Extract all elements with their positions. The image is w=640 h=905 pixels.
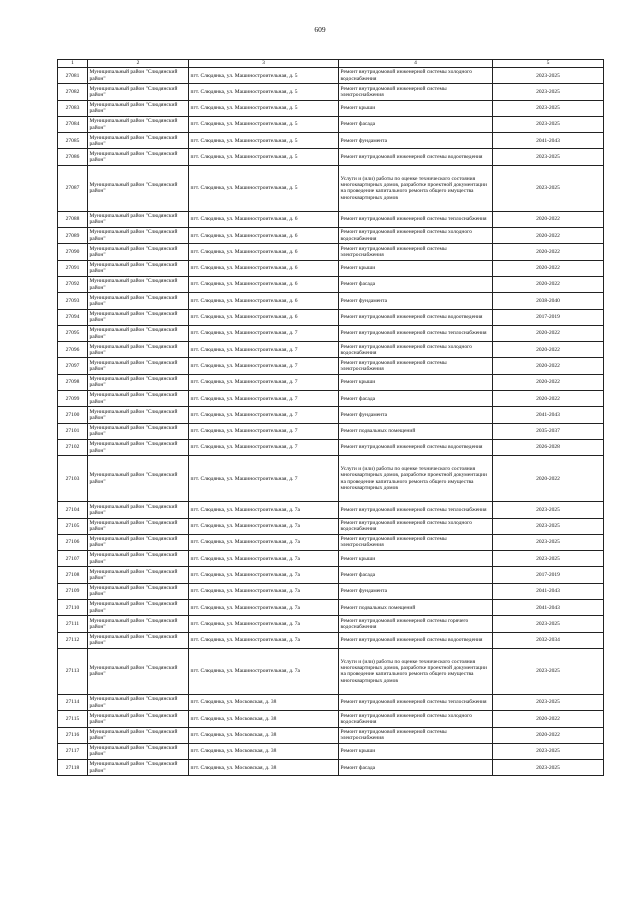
table-row: [58, 165, 604, 211]
address-cell: пгт. Слюдянка, ул. Машиностроительная, д. 7: [189, 456, 339, 502]
table-row: [58, 648, 604, 694]
work-type-cell: Ремонт внутридомовой инженерной системы холодного водоснабжения: [339, 228, 493, 244]
work-type-cell: Услуги и (или) работы по оценке технического состояния многоквартирных домов, разработке проектной документации на проведение капитального ремонта общего имущества многоквартирных домов: [339, 165, 493, 211]
address-cell: пгт. Слюдянка, ул. Машиностроительная, д. 6: [189, 228, 339, 244]
row-number-cell: 27112: [58, 632, 88, 648]
address-cell: пгт. Слюдянка, ул. Машиностроительная, д. 7а: [189, 632, 339, 648]
table-row: [58, 711, 604, 727]
work-type-cell: Ремонт внутридомовой инженерной системы холодного водоснабжения: [339, 711, 493, 727]
municipality-cell: Муниципальный район "Слюдянский район": [88, 648, 189, 694]
work-type-cell: Ремонт крыши: [339, 551, 493, 567]
column-header-2: 2: [88, 60, 189, 68]
row-number-cell: 27103: [58, 456, 88, 502]
address-cell: пгт. Слюдянка, ул. Московская, д. 38: [189, 694, 339, 710]
municipality-cell: Муниципальный район "Слюдянский район": [88, 632, 189, 648]
period-cell: 2020-2022: [493, 456, 604, 502]
address-cell: пгт. Слюдянка, ул. Машиностроительная, д. 7а: [189, 600, 339, 616]
municipality-cell: Муниципальный район "Слюдянский район": [88, 583, 189, 599]
period-cell: 2026-2028: [493, 439, 604, 455]
municipality-cell: Муниципальный район "Слюдянский район": [88, 711, 189, 727]
work-type-cell: Ремонт внутридомовой инженерной системы водоотведения: [339, 149, 493, 165]
period-cell: 2017-2019: [493, 567, 604, 583]
row-number-cell: 27113: [58, 648, 88, 694]
address-cell: пгт. Слюдянка, ул. Московская, д. 38: [189, 711, 339, 727]
period-cell: 2020-2022: [493, 374, 604, 390]
period-cell: 2041-2043: [493, 407, 604, 423]
work-type-cell: Ремонт фасада: [339, 760, 493, 776]
work-type-cell: Ремонт внутридомовой инженерной системы электроснабжения: [339, 534, 493, 550]
address-cell: пгт. Слюдянка, ул. Машиностроительная, д. 7: [189, 374, 339, 390]
municipality-cell: Муниципальный район "Слюдянский район": [88, 374, 189, 390]
period-cell: 2020-2022: [493, 342, 604, 358]
municipality-cell: Муниципальный район "Слюдянский район": [88, 727, 189, 743]
period-cell: 2038-2040: [493, 293, 604, 309]
municipality-cell: Муниципальный район "Слюдянский район": [88, 502, 189, 518]
row-number-cell: 27115: [58, 711, 88, 727]
work-type-cell: Ремонт фасада: [339, 391, 493, 407]
work-type-cell: Ремонт крыши: [339, 743, 493, 759]
period-cell: 2023-2025: [493, 100, 604, 116]
table-row: [58, 518, 604, 534]
work-type-cell: Ремонт внутридомовой инженерной системы теплоснабжения: [339, 502, 493, 518]
work-type-cell: Ремонт фундамента: [339, 133, 493, 149]
table-row: [58, 583, 604, 599]
municipality-cell: Муниципальный район "Слюдянский район": [88, 116, 189, 132]
municipality-cell: Муниципальный район "Слюдянский район": [88, 133, 189, 149]
work-type-cell: Ремонт фундамента: [339, 583, 493, 599]
municipality-cell: Муниципальный район "Слюдянский район": [88, 68, 189, 84]
address-cell: пгт. Слюдянка, ул. Машиностроительная, д. 6: [189, 276, 339, 292]
period-cell: 2023-2025: [493, 760, 604, 776]
table-row: [58, 84, 604, 100]
address-cell: пгт. Слюдянка, ул. Машиностроительная, д. 7: [189, 439, 339, 455]
table-row: [58, 391, 604, 407]
table-row: [58, 567, 604, 583]
period-cell: 2032-2034: [493, 632, 604, 648]
period-cell: 2020-2022: [493, 244, 604, 260]
period-cell: 2020-2022: [493, 727, 604, 743]
period-cell: 2023-2025: [493, 534, 604, 550]
row-number-cell: 27108: [58, 567, 88, 583]
address-cell: пгт. Слюдянка, ул. Машиностроительная, д. 7: [189, 325, 339, 341]
municipality-cell: Муниципальный район "Слюдянский район": [88, 149, 189, 165]
table-body: [58, 68, 604, 776]
address-cell: пгт. Слюдянка, ул. Московская, д. 38: [189, 727, 339, 743]
address-cell: пгт. Слюдянка, ул. Машиностроительная, д. 5: [189, 116, 339, 132]
municipality-cell: Муниципальный район "Слюдянский район": [88, 423, 189, 439]
table-row: [58, 260, 604, 276]
work-type-cell: Ремонт внутридомовой инженерной системы электроснабжения: [339, 727, 493, 743]
table-row: [58, 407, 604, 423]
table-row: [58, 760, 604, 776]
row-number-cell: 27095: [58, 325, 88, 341]
row-number-cell: 27102: [58, 439, 88, 455]
work-type-cell: Ремонт крыши: [339, 374, 493, 390]
period-cell: 2020-2022: [493, 711, 604, 727]
table-row: [58, 358, 604, 374]
municipality-cell: Муниципальный район "Слюдянский район": [88, 694, 189, 710]
work-type-cell: Ремонт крыши: [339, 100, 493, 116]
address-cell: пгт. Слюдянка, ул. Машиностроительная, д. 6: [189, 244, 339, 260]
work-type-cell: Ремонт фундамента: [339, 293, 493, 309]
period-cell: 2041-2043: [493, 600, 604, 616]
municipality-cell: Муниципальный район "Слюдянский район": [88, 84, 189, 100]
work-type-cell: Ремонт внутридомовой инженерной системы холодного водоснабжения: [339, 68, 493, 84]
table-row: [58, 100, 604, 116]
period-cell: 2023-2025: [493, 551, 604, 567]
row-number-cell: 27116: [58, 727, 88, 743]
column-number-row: [58, 60, 604, 68]
municipality-cell: Муниципальный район "Слюдянский район": [88, 276, 189, 292]
period-cell: 2023-2025: [493, 518, 604, 534]
period-cell: 2023-2025: [493, 616, 604, 632]
period-cell: 2023-2025: [493, 502, 604, 518]
row-number-cell: 27105: [58, 518, 88, 534]
municipality-cell: Муниципальный район "Слюдянский район": [88, 567, 189, 583]
address-cell: пгт. Слюдянка, ул. Машиностроительная, д. 6: [189, 293, 339, 309]
work-type-cell: Услуги и (или) работы по оценке технического состояния многоквартирных домов, разработке проектной документации на проведение капитального ремонта общего имущества многоквартирных домов: [339, 456, 493, 502]
period-cell: 2020-2022: [493, 228, 604, 244]
row-number-cell: 27104: [58, 502, 88, 518]
row-number-cell: 27081: [58, 68, 88, 84]
table-row: [58, 309, 604, 325]
address-cell: пгт. Слюдянка, ул. Машиностроительная, д. 7: [189, 423, 339, 439]
address-cell: пгт. Слюдянка, ул. Машиностроительная, д. 5: [189, 68, 339, 84]
address-cell: пгт. Слюдянка, ул. Машиностроительная, д. 5: [189, 84, 339, 100]
municipality-cell: Муниципальный район "Слюдянский район": [88, 211, 189, 227]
row-number-cell: 27098: [58, 374, 88, 390]
municipality-cell: Муниципальный район "Слюдянский район": [88, 616, 189, 632]
row-number-cell: 27101: [58, 423, 88, 439]
row-number-cell: 27090: [58, 244, 88, 260]
table-row: [58, 116, 604, 132]
municipality-cell: Муниципальный район "Слюдянский район": [88, 358, 189, 374]
table-row: [58, 743, 604, 759]
address-cell: пгт. Слюдянка, ул. Машиностроительная, д. 7: [189, 358, 339, 374]
address-cell: пгт. Слюдянка, ул. Машиностроительная, д. 6: [189, 211, 339, 227]
table-row: [58, 244, 604, 260]
column-header-5: 5: [493, 60, 604, 68]
address-cell: пгт. Слюдянка, ул. Машиностроительная, д. 7а: [189, 502, 339, 518]
column-header-4: 4: [339, 60, 493, 68]
municipality-cell: Муниципальный район "Слюдянский район": [88, 760, 189, 776]
work-type-cell: Ремонт подвальных помещений: [339, 423, 493, 439]
period-cell: 2041-2043: [493, 583, 604, 599]
municipality-cell: Муниципальный район "Слюдянский район": [88, 743, 189, 759]
table-row: [58, 502, 604, 518]
table-row: [58, 600, 604, 616]
municipality-cell: Муниципальный район "Слюдянский район": [88, 228, 189, 244]
period-cell: 2023-2025: [493, 694, 604, 710]
address-cell: пгт. Слюдянка, ул. Машиностроительная, д. 7а: [189, 551, 339, 567]
table-row: [58, 727, 604, 743]
address-cell: пгт. Слюдянка, ул. Машиностроительная, д. 7: [189, 342, 339, 358]
table-row: [58, 228, 604, 244]
period-cell: 2020-2022: [493, 325, 604, 341]
row-number-cell: 27106: [58, 534, 88, 550]
municipality-cell: Муниципальный район "Слюдянский район": [88, 407, 189, 423]
row-number-cell: 27094: [58, 309, 88, 325]
work-type-cell: Ремонт подвальных помещений: [339, 600, 493, 616]
address-cell: пгт. Слюдянка, ул. Машиностроительная, д. 7: [189, 391, 339, 407]
table-row: [58, 374, 604, 390]
row-number-cell: 27109: [58, 583, 88, 599]
address-cell: пгт. Слюдянка, ул. Машиностроительная, д. 7а: [189, 534, 339, 550]
work-type-cell: Ремонт внутридомовой инженерной системы электроснабжения: [339, 358, 493, 374]
municipality-cell: Муниципальный район "Слюдянский район": [88, 534, 189, 550]
municipality-cell: Муниципальный район "Слюдянский район": [88, 100, 189, 116]
address-cell: пгт. Слюдянка, ул. Машиностроительная, д. 5: [189, 149, 339, 165]
municipality-cell: Муниципальный район "Слюдянский район": [88, 456, 189, 502]
row-number-cell: 27111: [58, 616, 88, 632]
column-header-3: 3: [189, 60, 339, 68]
address-cell: пгт. Слюдянка, ул. Машиностроительная, д. 7а: [189, 648, 339, 694]
work-type-cell: Ремонт фасада: [339, 116, 493, 132]
period-cell: 2035-2037: [493, 423, 604, 439]
table-row: [58, 293, 604, 309]
work-type-cell: Ремонт внутридомовой инженерной системы холодного водоснабжения: [339, 518, 493, 534]
row-number-cell: 27085: [58, 133, 88, 149]
period-cell: 2023-2025: [493, 149, 604, 165]
table-row: [58, 342, 604, 358]
work-type-cell: Ремонт внутридомовой инженерной системы теплоснабжения: [339, 694, 493, 710]
row-number-cell: 27118: [58, 760, 88, 776]
address-cell: пгт. Слюдянка, ул. Машиностроительная, д. 7а: [189, 616, 339, 632]
table-row: [58, 149, 604, 165]
repair-schedule-table: [57, 59, 604, 776]
work-type-cell: Ремонт фасада: [339, 276, 493, 292]
period-cell: 2023-2025: [493, 84, 604, 100]
page-number: 609: [314, 25, 326, 34]
period-cell: 2017-2019: [493, 309, 604, 325]
work-type-cell: Ремонт фасада: [339, 567, 493, 583]
municipality-cell: Муниципальный район "Слюдянский район": [88, 293, 189, 309]
period-cell: 2020-2022: [493, 391, 604, 407]
row-number-cell: 27110: [58, 600, 88, 616]
address-cell: пгт. Слюдянка, ул. Машиностроительная, д. 5: [189, 100, 339, 116]
municipality-cell: Муниципальный район "Слюдянский район": [88, 260, 189, 276]
period-cell: 2023-2025: [493, 68, 604, 84]
work-type-cell: Ремонт внутридомовой инженерной системы водоотведения: [339, 309, 493, 325]
row-number-cell: 27082: [58, 84, 88, 100]
row-number-cell: 27099: [58, 391, 88, 407]
work-type-cell: Ремонт внутридомовой инженерной системы горячего водоснабжения: [339, 616, 493, 632]
municipality-cell: Муниципальный район "Слюдянский район": [88, 518, 189, 534]
table-row: [58, 456, 604, 502]
period-cell: 2023-2025: [493, 165, 604, 211]
row-number-cell: 27086: [58, 149, 88, 165]
municipality-cell: Муниципальный район "Слюдянский район": [88, 342, 189, 358]
work-type-cell: Ремонт внутридомовой инженерной системы теплоснабжения: [339, 325, 493, 341]
address-cell: пгт. Слюдянка, ул. Машиностроительная, д. 6: [189, 260, 339, 276]
municipality-cell: Муниципальный район "Слюдянский район": [88, 165, 189, 211]
work-type-cell: Ремонт внутридомовой инженерной системы электроснабжения: [339, 84, 493, 100]
work-type-cell: Услуги и (или) работы по оценке технического состояния многоквартирных домов, разработке проектной документации на проведение капитального ремонта общего имущества многоквартирных домов: [339, 648, 493, 694]
address-cell: пгт. Слюдянка, ул. Московская, д. 38: [189, 760, 339, 776]
table-row: [58, 551, 604, 567]
period-cell: 2023-2025: [493, 116, 604, 132]
column-header-1: 1: [58, 60, 88, 68]
municipality-cell: Муниципальный район "Слюдянский район": [88, 439, 189, 455]
work-type-cell: Ремонт фундамента: [339, 407, 493, 423]
period-cell: 2020-2022: [493, 358, 604, 374]
address-cell: пгт. Слюдянка, ул. Московская, д. 38: [189, 743, 339, 759]
table-row: [58, 325, 604, 341]
row-number-cell: 27114: [58, 694, 88, 710]
municipality-cell: Муниципальный район "Слюдянский район": [88, 244, 189, 260]
table-row: [58, 439, 604, 455]
period-cell: 2020-2022: [493, 276, 604, 292]
table-row: [58, 534, 604, 550]
row-number-cell: 27092: [58, 276, 88, 292]
row-number-cell: 27093: [58, 293, 88, 309]
row-number-cell: 27097: [58, 358, 88, 374]
address-cell: пгт. Слюдянка, ул. Машиностроительная, д. 5: [189, 133, 339, 149]
row-number-cell: 27100: [58, 407, 88, 423]
work-type-cell: Ремонт внутридомовой инженерной системы водоотведения: [339, 439, 493, 455]
period-cell: 2041-2043: [493, 133, 604, 149]
address-cell: пгт. Слюдянка, ул. Машиностроительная, д. 5: [189, 165, 339, 211]
municipality-cell: Муниципальный район "Слюдянский район": [88, 391, 189, 407]
municipality-cell: Муниципальный район "Слюдянский район": [88, 551, 189, 567]
work-type-cell: Ремонт внутридомовой инженерной системы холодного водоснабжения: [339, 342, 493, 358]
work-type-cell: Ремонт внутридомовой инженерной системы теплоснабжения: [339, 211, 493, 227]
row-number-cell: 27117: [58, 743, 88, 759]
table-row: [58, 632, 604, 648]
table-row: [58, 133, 604, 149]
municipality-cell: Муниципальный район "Слюдянский район": [88, 325, 189, 341]
table-row: [58, 616, 604, 632]
address-cell: пгт. Слюдянка, ул. Машиностроительная, д. 6: [189, 309, 339, 325]
row-number-cell: 27107: [58, 551, 88, 567]
address-cell: пгт. Слюдянка, ул. Машиностроительная, д. 7а: [189, 518, 339, 534]
period-cell: 2023-2025: [493, 648, 604, 694]
table-row: [58, 211, 604, 227]
table-row: [58, 68, 604, 84]
period-cell: 2020-2022: [493, 260, 604, 276]
row-number-cell: 27096: [58, 342, 88, 358]
address-cell: пгт. Слюдянка, ул. Машиностроительная, д. 7: [189, 407, 339, 423]
table-row: [58, 423, 604, 439]
row-number-cell: 27088: [58, 211, 88, 227]
work-type-cell: Ремонт крыши: [339, 260, 493, 276]
period-cell: 2023-2025: [493, 743, 604, 759]
work-type-cell: Ремонт внутридомовой инженерной системы электроснабжения: [339, 244, 493, 260]
row-number-cell: 27091: [58, 260, 88, 276]
work-type-cell: Ремонт внутридомовой инженерной системы водоотведения: [339, 632, 493, 648]
municipality-cell: Муниципальный район "Слюдянский район": [88, 309, 189, 325]
row-number-cell: 27084: [58, 116, 88, 132]
municipality-cell: Муниципальный район "Слюдянский район": [88, 600, 189, 616]
table-row: [58, 276, 604, 292]
address-cell: пгт. Слюдянка, ул. Машиностроительная, д. 7а: [189, 567, 339, 583]
row-number-cell: 27083: [58, 100, 88, 116]
period-cell: 2020-2022: [493, 211, 604, 227]
row-number-cell: 27089: [58, 228, 88, 244]
table-row: [58, 694, 604, 710]
address-cell: пгт. Слюдянка, ул. Машиностроительная, д. 7а: [189, 583, 339, 599]
row-number-cell: 27087: [58, 165, 88, 211]
